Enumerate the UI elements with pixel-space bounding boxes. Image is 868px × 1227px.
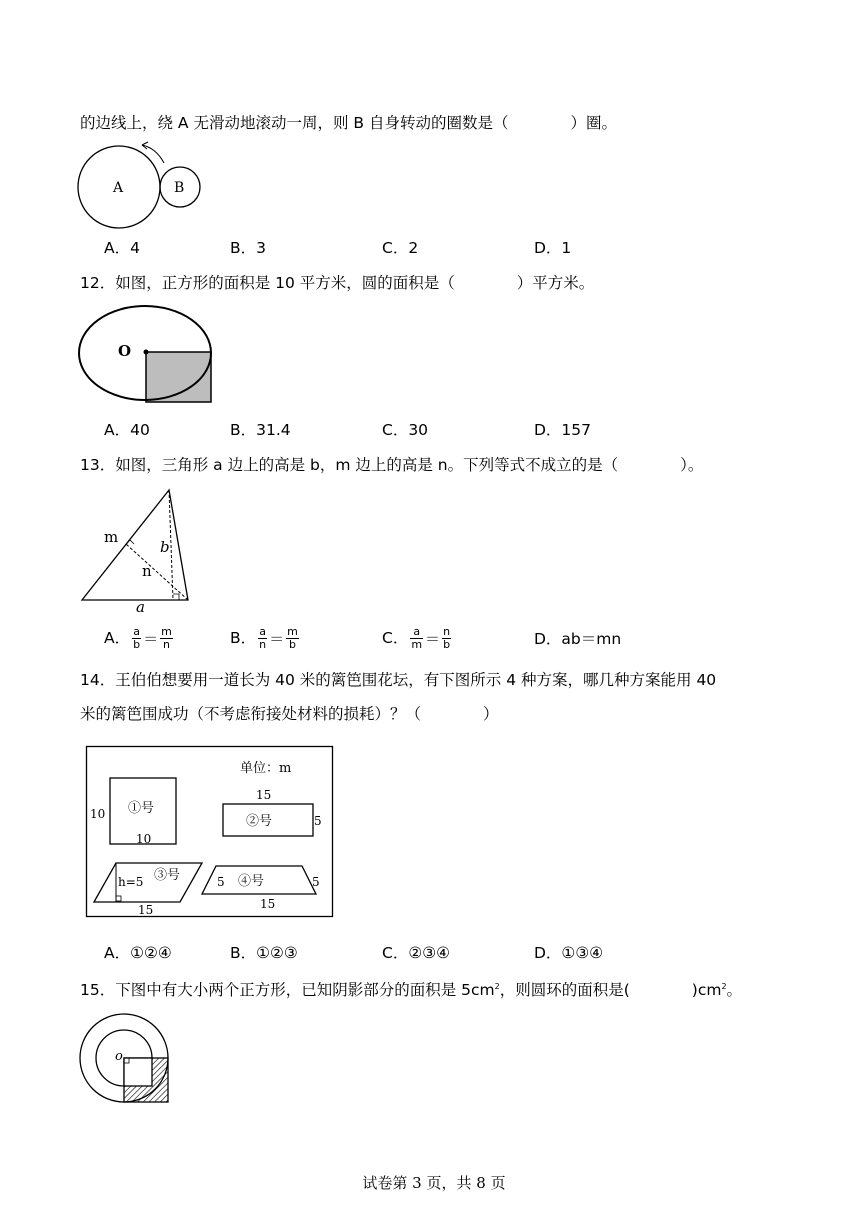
label-b: b bbox=[160, 538, 170, 556]
svg-text:h=5: h=5 bbox=[118, 875, 144, 889]
q14-option-c[interactable]: C．②③④ bbox=[382, 944, 451, 962]
svg-text:③号: ③号 bbox=[154, 868, 181, 883]
triangle bbox=[82, 490, 188, 600]
svg-text:①号: ①号 bbox=[128, 801, 155, 816]
q12-option-c[interactable]: C．30 bbox=[382, 421, 429, 439]
label-a: A bbox=[113, 180, 124, 196]
height-n bbox=[126, 544, 188, 600]
q13-option-c[interactable]: C． $\frac{a}{m}$ ＝ $\frac{n}{b}$ bbox=[382, 625, 451, 651]
q14-option-d[interactable]: D．①③④ bbox=[534, 944, 604, 962]
q13-option-d[interactable]: D．ab＝mn bbox=[534, 630, 622, 648]
q11-text: 的边线上，绕 A 无滑动地滚动一周，则 B 自身转动的圈数是（ ）圈。 bbox=[80, 114, 617, 132]
svg-text:5: 5 bbox=[217, 875, 225, 889]
svg-text:15: 15 bbox=[260, 897, 276, 911]
svg-text:②号: ②号 bbox=[246, 814, 273, 829]
q14-figure bbox=[86, 746, 334, 918]
page-footer: 试卷第 3 页，共 8 页 bbox=[362, 1174, 506, 1192]
svg-text:10: 10 bbox=[136, 832, 152, 846]
q11-option-d[interactable]: D．1 bbox=[534, 239, 572, 257]
q14-option-a[interactable]: A．①②④ bbox=[104, 944, 172, 962]
label-o: o bbox=[115, 1049, 123, 1064]
q13-option-a[interactable]: A． $\frac{a}{b}$ ＝ $\frac{m}{n}$ bbox=[104, 625, 172, 651]
label-n: n bbox=[142, 562, 152, 580]
label-m: m bbox=[104, 528, 119, 546]
q12-option-d[interactable]: D．157 bbox=[534, 421, 592, 439]
label-a: a bbox=[136, 598, 145, 616]
q11-figure bbox=[76, 140, 206, 230]
q14-option-b[interactable]: B．①②③ bbox=[230, 944, 298, 962]
svg-text:5: 5 bbox=[314, 814, 322, 828]
q11-option-b[interactable]: B．3 bbox=[230, 239, 266, 257]
svg-text:15: 15 bbox=[256, 788, 272, 802]
svg-text:5: 5 bbox=[312, 875, 320, 889]
plan-3-parallelogram bbox=[94, 863, 202, 902]
label-b: B bbox=[174, 180, 185, 196]
q12-option-a[interactable]: A．40 bbox=[104, 421, 150, 439]
q15-text: 15．下图中有大小两个正方形，已知阴影部分的面积是 $5cm^2$，则圆环的面积是( )$cm^2$。 bbox=[80, 981, 743, 1000]
q15-figure bbox=[78, 1014, 174, 1110]
svg-text:④号: ④号 bbox=[238, 874, 265, 889]
svg-text:10: 10 bbox=[90, 807, 106, 821]
q14-text-line2: 米的篱笆围成功（不考虑衔接处材料的损耗）？（ ） bbox=[80, 705, 499, 723]
q11-option-c[interactable]: C．2 bbox=[382, 239, 419, 257]
unit-label: 单位：m bbox=[240, 761, 292, 776]
q11-option-a[interactable]: A．4 bbox=[104, 239, 140, 257]
figure-frame bbox=[87, 747, 333, 917]
label-o: O bbox=[118, 342, 132, 360]
q13-figure bbox=[78, 488, 198, 616]
q14-text-line1: 14．王伯伯想要用一道长为 40 米的篱笆围花坛，有下图所示 4 种方案，哪几种方案能用 40 bbox=[80, 671, 717, 689]
q12-figure bbox=[76, 304, 216, 404]
q12-option-b[interactable]: B．31.4 bbox=[230, 421, 291, 439]
svg-text:15: 15 bbox=[138, 903, 154, 917]
q12-text: 12．如图，正方形的面积是 10 平方米，圆的面积是（ ）平方米。 bbox=[80, 274, 595, 292]
q13-text: 13．如图，三角形 a 边上的高是 b，m 边上的高是 n。下列等式不成立的是（ ）。 bbox=[80, 456, 704, 474]
q13-option-b[interactable]: B． $\frac{a}{n}$ ＝ $\frac{m}{b}$ bbox=[230, 625, 298, 651]
